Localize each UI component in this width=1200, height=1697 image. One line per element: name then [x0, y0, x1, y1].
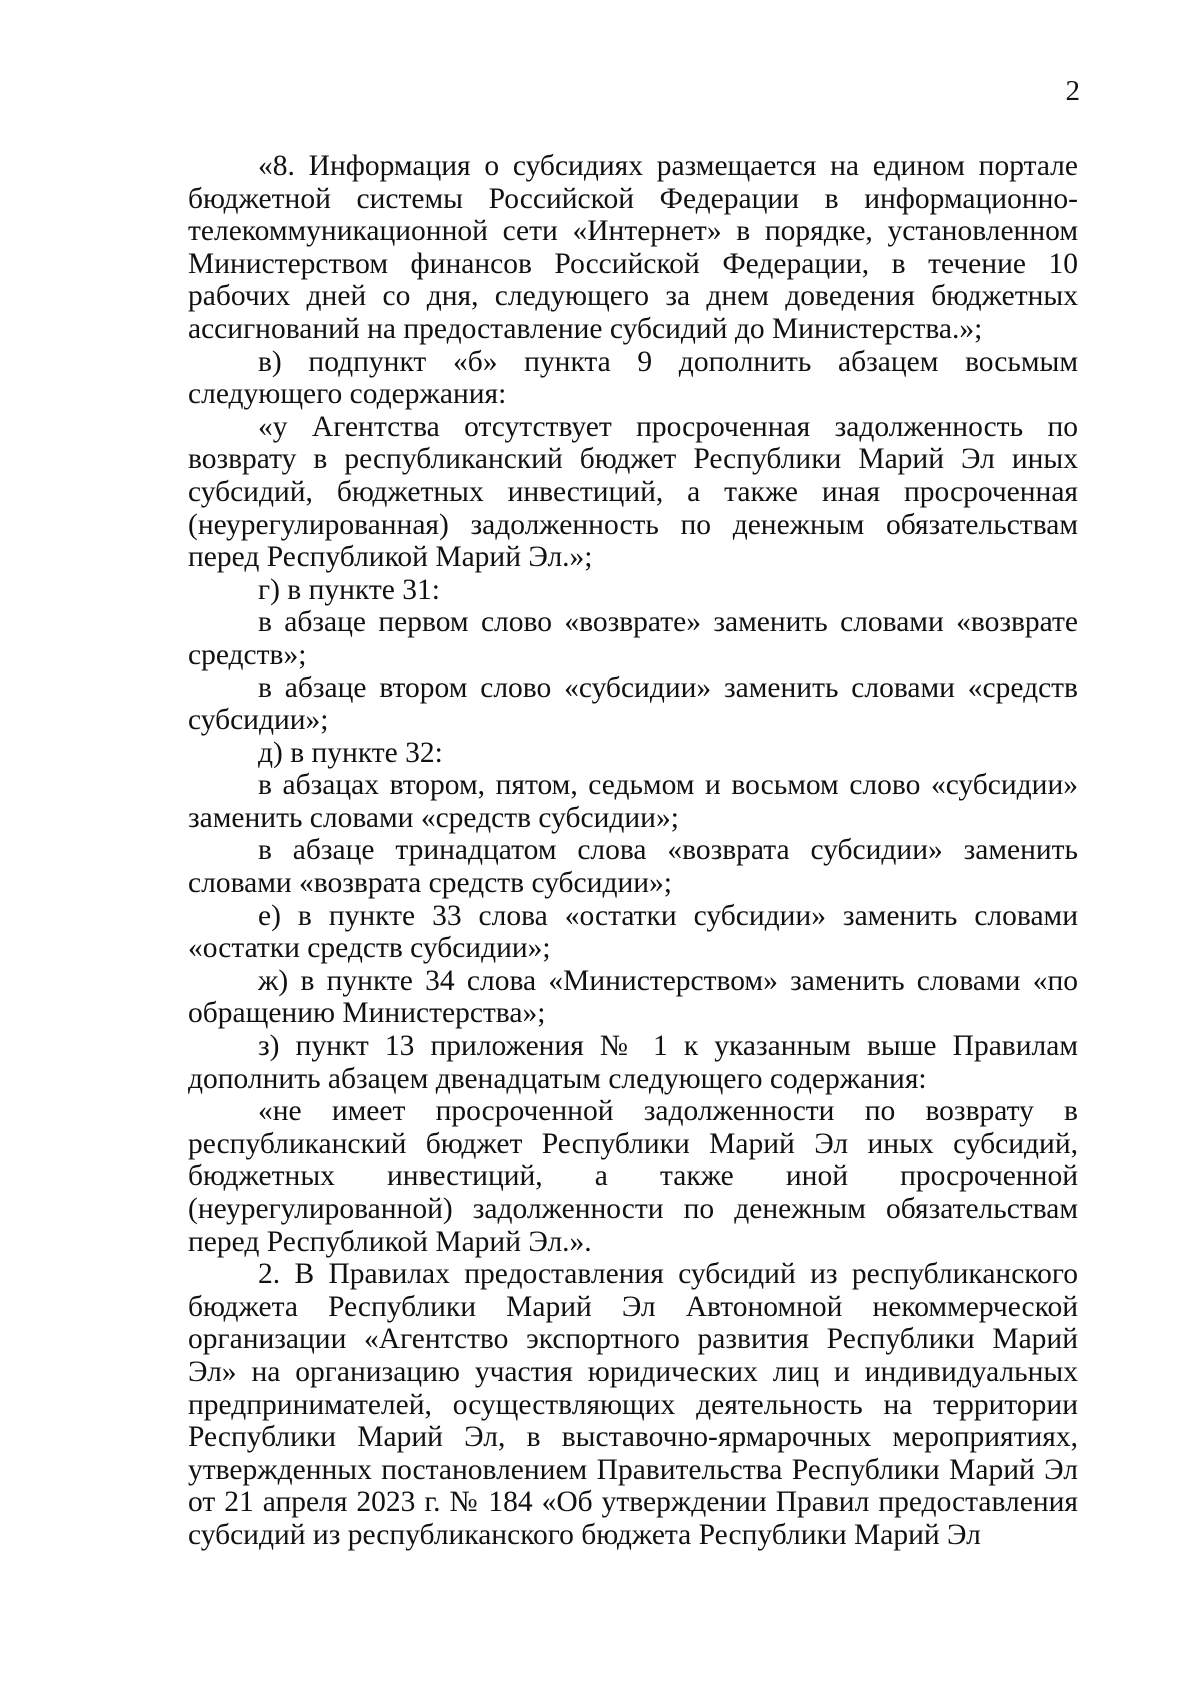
- paragraph-z-text: «не имеет просроченной задолженности по возврату в республиканский бюджет Республики Марий Эл иных субсидий, бюджетных инвестиций, а также иной просроченной (неурегулированной) задолженности по денежным обязательствам перед Республикой Марий Эл.».: [188, 1095, 1078, 1258]
- paragraph-subitem-z: з) пункт 13 приложения № 1 к указанным выше Правилам дополнить абзацем двенадцатым следующего содержания:: [188, 1030, 1078, 1095]
- paragraph-d-thirteenth: в абзаце тринадцатом слова «возврата субсидии» заменить словами «возврата средств субсидии»;: [188, 834, 1078, 900]
- document-body: [188, 150, 1078, 1552]
- paragraph-agency-no-debt: «у Агентства отсутствует просроченная задолженность по возврату в республиканский бюджет Республики Марий Эл иных субсидий, бюджетных инвестиций, а также иная просроченная (неурегулированная) задолженность по денежным обязательствам перед Республикой Марий Эл.»;: [188, 410, 1078, 574]
- paragraph-item-8-text: «8. Информация о субсидиях размещается на едином портале бюджетной системы Российской Федерации в информационно-телекоммуникационной сети «Интернет» в порядке, установленном Министерством финансов Российской Федерации, в течение 10 рабочих дней со дня, следующего за днем доведения бюджетных ассигнований на предоставление субсидий до Министерства.»;: [188, 150, 1078, 345]
- paragraph-section-2: 2. В Правилах предоставления субсидий из республиканского бюджета Республики Марий Эл Автономной некоммерческой организации «Агентство экспортного развития Республики Марий Эл» на организацию участия юридических лиц и индивидуальных предпринимателей, осуществляющих деятельность на территории Республики Марий Эл, в выставочно-ярмарочных мероприятиях, утвержденных постановлением Правительства Республики Марий Эл от 21 апреля 2023 г. № 184 «Об утверждении Правил предоставления субсидий из республиканского бюджета Республики Марий Эл: [188, 1258, 1078, 1551]
- paragraph-g-first-abzac: в абзаце первом слово «возврате» заменить словами «возврате средств»;: [188, 606, 1078, 671]
- paragraph-subitem-v: в) подпункт «б» пункта 9 дополнить абзацем восьмым следующего содержания:: [188, 345, 1078, 411]
- paragraph-g-second-abzac: в абзаце втором слово «субсидии» заменить словами «средств субсидии»;: [188, 671, 1078, 737]
- page-number: 2: [1065, 75, 1080, 107]
- paragraph-subitem-d: д) в пункте 32:: [258, 736, 443, 769]
- paragraph-subitem-zh: ж) в пункте 34 слова «Министерством» заменить словами «по обращению Министерства»;: [188, 964, 1078, 1030]
- paragraph-subitem-g: г) в пункте 31:: [258, 573, 440, 606]
- paragraph-subitem-e: е) в пункте 33 слова «остатки субсидии» заменить словами «остатки средств субсидии»;: [188, 899, 1078, 965]
- paragraph-d-abzacs: в абзацах втором, пятом, седьмом и восьмом слово «субсидии» заменить словами «средств субсидии»;: [188, 769, 1078, 834]
